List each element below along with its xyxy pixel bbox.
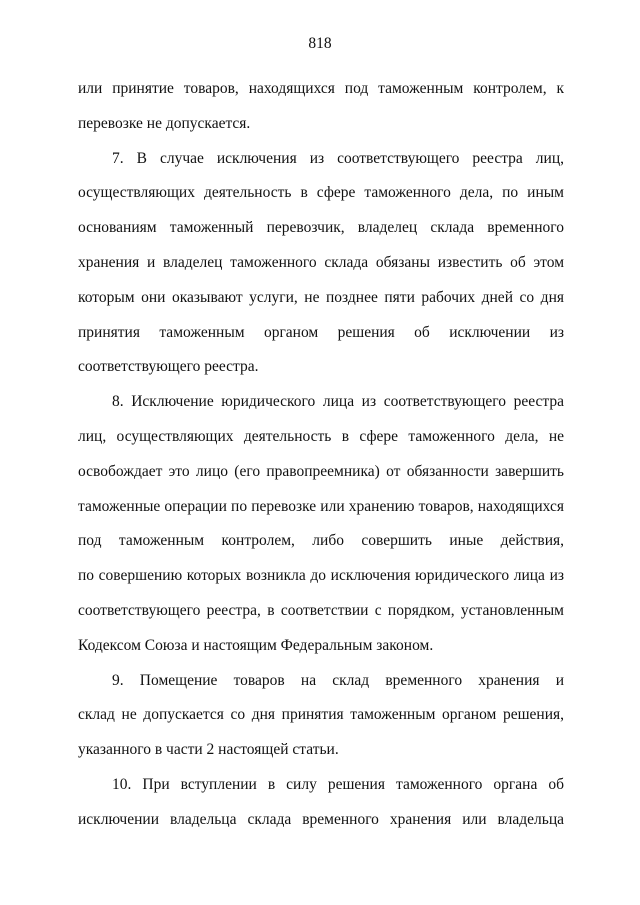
text-line: соответствующего реестра, в соответствии с порядком, установленным bbox=[78, 601, 564, 619]
text-line: таможенные операции по перевозке или хранению товаров, находящихся bbox=[78, 497, 564, 515]
text-line: 7. В случае исключения из соответствующего реестра лиц, bbox=[112, 149, 564, 167]
text-line: 10. При вступлении в силу решения таможенного органа об bbox=[112, 775, 564, 793]
text-line: под таможенным контролем, либо совершить иные действия, bbox=[78, 532, 564, 550]
paragraph-7 bbox=[78, 142, 564, 386]
text-line: соответствующего реестра. bbox=[78, 358, 259, 376]
text-line: принятия таможенным органом решения об исключении из bbox=[78, 323, 564, 341]
paragraph-8 bbox=[78, 385, 564, 663]
text-line: исключении владельца склада временного хранения или владельца bbox=[78, 810, 564, 828]
text-line: основаниям таможенный перевозчик, владелец склада временного bbox=[78, 219, 564, 237]
text-line: 9. Помещение товаров на склад временного хранения и bbox=[112, 671, 564, 689]
paragraph-9 bbox=[78, 664, 564, 768]
text-line: перевозке не допускается. bbox=[78, 114, 251, 132]
text-line: по совершению которых возникла до исключения юридического лица из bbox=[78, 567, 564, 585]
text-line: 8. Исключение юридического лица из соответствующего реестра bbox=[112, 393, 564, 411]
document-body bbox=[78, 72, 564, 838]
text-line: хранения и владелец таможенного склада обязаны известить об этом bbox=[78, 253, 564, 271]
page-number: 818 bbox=[308, 35, 332, 52]
text-line: которым они оказывают услуги, не позднее пяти рабочих дней со дня bbox=[78, 288, 564, 306]
text-line: указанного в части 2 настоящей статьи. bbox=[78, 741, 339, 759]
text-line: склад не допускается со дня принятия таможенным органом решения, bbox=[78, 706, 564, 724]
text-line: осуществляющих деятельность в сфере таможенного дела, по иным bbox=[78, 184, 564, 202]
text-line: лиц, осуществляющих деятельность в сфере таможенного дела, не bbox=[78, 427, 564, 445]
paragraph-10 bbox=[78, 768, 564, 838]
text-line: освобождает это лицо (его правопреемника) от обязанности завершить bbox=[78, 462, 564, 480]
text-line: Кодексом Союза и настоящим Федеральным законом. bbox=[78, 636, 434, 654]
text-line: или принятие товаров, находящихся под таможенным контролем, к bbox=[78, 80, 564, 97]
paragraph-continuation bbox=[78, 72, 564, 142]
